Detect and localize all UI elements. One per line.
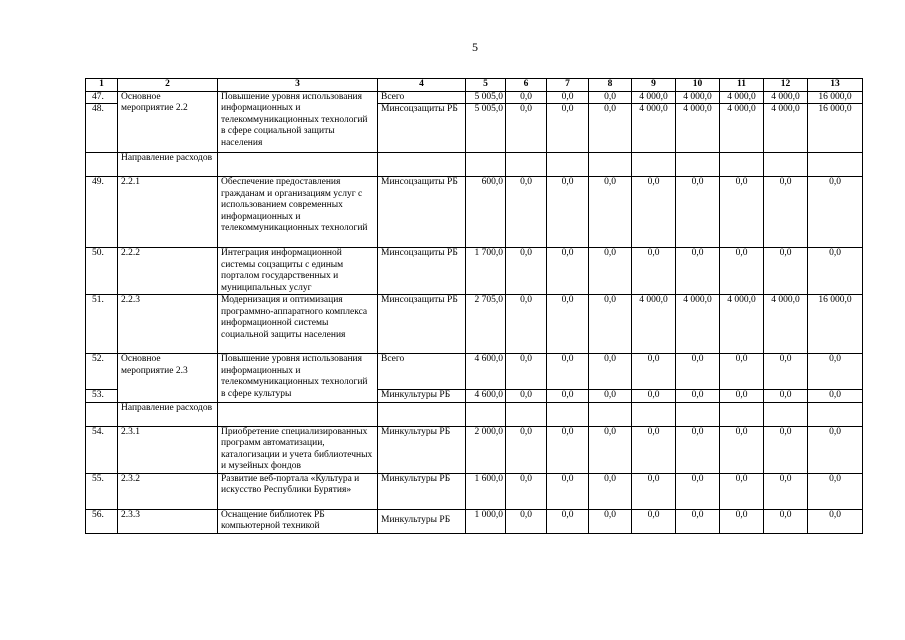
header-cell: 1 xyxy=(86,79,118,92)
value-cell: 0,0 xyxy=(506,177,547,248)
value-cell: 0,0 xyxy=(676,354,720,390)
value-cell: 4 000,0 xyxy=(764,91,808,104)
header-cell: 2 xyxy=(118,79,218,92)
responsible: Минсоцзащиты РБ xyxy=(378,248,466,295)
event-description: Повышение уровня использования информационных и телекоммуникационных технологий в сфере социальной защиты населения xyxy=(218,91,378,153)
value-cell: 0,0 xyxy=(506,104,547,153)
value-cell: 0,0 xyxy=(764,390,808,403)
value-cell: 0,0 xyxy=(589,473,632,509)
value-cell: 0,0 xyxy=(632,390,676,403)
value-cell: 0,0 xyxy=(547,473,589,509)
row-number: 50. xyxy=(86,248,118,295)
table-row xyxy=(86,402,863,426)
table-row xyxy=(86,354,863,390)
value-cell: 4 000,0 xyxy=(720,295,764,354)
value-cell: 4 000,0 xyxy=(632,295,676,354)
row-number: 51. xyxy=(86,295,118,354)
header-cell: 4 xyxy=(378,79,466,92)
value-cell: 0,0 xyxy=(547,426,589,473)
row-number: 54. xyxy=(86,426,118,473)
value-cell: 0,0 xyxy=(720,177,764,248)
value-cell: 4 000,0 xyxy=(676,104,720,153)
value-cell: 600,0 xyxy=(466,177,506,248)
value-cell: 4 000,0 xyxy=(632,91,676,104)
section-label: Направление расходов xyxy=(118,153,218,177)
page-number: 5 xyxy=(472,40,478,54)
value-cell: 4 000,0 xyxy=(720,91,764,104)
row-number: 48. xyxy=(86,104,118,153)
table-row xyxy=(86,248,863,295)
row-number: 53. xyxy=(86,390,118,403)
header-cell: 11 xyxy=(720,79,764,92)
header-cell: 8 xyxy=(589,79,632,92)
value-cell: 0,0 xyxy=(808,354,863,390)
event-description: Интеграция информационной системы соцзащиты с единым порталом государственных и муниципальных услуг xyxy=(218,248,378,295)
value-cell: 0,0 xyxy=(547,390,589,403)
value-cell: 5 005,0 xyxy=(466,91,506,104)
value-cell: 0,0 xyxy=(506,473,547,509)
value-cell: 0,0 xyxy=(720,473,764,509)
value-cell: 0,0 xyxy=(720,509,764,533)
value-cell: 0,0 xyxy=(720,426,764,473)
responsible: Минсоцзащиты РБ xyxy=(378,177,466,248)
event-name: 2.3.3 xyxy=(118,509,218,533)
value-cell: 0,0 xyxy=(720,354,764,390)
value-cell: 4 000,0 xyxy=(720,104,764,153)
responsible: Всего xyxy=(378,354,466,390)
section-label: Направление расходов xyxy=(118,402,218,426)
header-cell: 12 xyxy=(764,79,808,92)
row-number: 56. xyxy=(86,509,118,533)
value-cell: 2 705,0 xyxy=(466,295,506,354)
header-row xyxy=(86,79,863,92)
value-cell: 4 600,0 xyxy=(466,354,506,390)
responsible: Минкультуры РБ xyxy=(378,390,466,403)
value-cell: 0,0 xyxy=(547,509,589,533)
responsible: Минсоцзащиты РБ xyxy=(378,104,466,153)
responsible: Всего xyxy=(378,91,466,104)
event-name: Основное мероприятие 2.2 xyxy=(118,91,218,153)
value-cell: 4 600,0 xyxy=(466,390,506,403)
value-cell: 4 000,0 xyxy=(764,295,808,354)
table-row xyxy=(86,509,863,533)
value-cell: 0,0 xyxy=(632,354,676,390)
value-cell: 5 005,0 xyxy=(466,104,506,153)
responsible: Минсоцзащиты РБ xyxy=(378,295,466,354)
value-cell: 1 000,0 xyxy=(466,509,506,533)
value-cell: 0,0 xyxy=(676,426,720,473)
row-number: 52. xyxy=(86,354,118,390)
value-cell: 0,0 xyxy=(547,177,589,248)
value-cell: 16 000,0 xyxy=(808,295,863,354)
value-cell: 0,0 xyxy=(676,390,720,403)
row-number: 49. xyxy=(86,177,118,248)
value-cell: 0,0 xyxy=(547,104,589,153)
header-cell: 10 xyxy=(676,79,720,92)
responsible: Минкультуры РБ xyxy=(378,473,466,509)
header-cell: 5 xyxy=(466,79,506,92)
value-cell: 0,0 xyxy=(547,91,589,104)
value-cell: 0,0 xyxy=(632,473,676,509)
value-cell: 0,0 xyxy=(764,473,808,509)
value-cell: 0,0 xyxy=(808,177,863,248)
header-cell: 13 xyxy=(808,79,863,92)
row-number: 47. xyxy=(86,91,118,104)
value-cell: 16 000,0 xyxy=(808,91,863,104)
value-cell: 0,0 xyxy=(589,177,632,248)
event-name: Основное мероприятие 2.3 xyxy=(118,354,218,403)
value-cell: 0,0 xyxy=(808,509,863,533)
value-cell: 1 600,0 xyxy=(466,473,506,509)
value-cell: 4 000,0 xyxy=(632,104,676,153)
value-cell: 0,0 xyxy=(506,354,547,390)
value-cell: 0,0 xyxy=(808,473,863,509)
event-name: 2.2.3 xyxy=(118,295,218,354)
event-description: Развитие веб-портала «Культура и искусство Республики Бурятия» xyxy=(218,473,378,509)
value-cell: 0,0 xyxy=(808,390,863,403)
value-cell: 0,0 xyxy=(589,354,632,390)
table-row xyxy=(86,295,863,354)
event-name: 2.3.1 xyxy=(118,426,218,473)
value-cell: 0,0 xyxy=(506,390,547,403)
value-cell: 0,0 xyxy=(764,354,808,390)
event-description: Оснащение библиотек РБ компьютерной техникой xyxy=(218,509,378,533)
table-row xyxy=(86,177,863,248)
value-cell: 0,0 xyxy=(547,295,589,354)
value-cell: 0,0 xyxy=(632,509,676,533)
budget-table xyxy=(85,78,863,534)
table-row xyxy=(86,153,863,177)
value-cell: 0,0 xyxy=(589,91,632,104)
value-cell: 4 000,0 xyxy=(676,295,720,354)
value-cell: 0,0 xyxy=(506,426,547,473)
value-cell: 4 000,0 xyxy=(676,91,720,104)
value-cell: 0,0 xyxy=(632,426,676,473)
value-cell: 0,0 xyxy=(589,248,632,295)
value-cell: 0,0 xyxy=(506,91,547,104)
value-cell: 0,0 xyxy=(506,295,547,354)
value-cell: 0,0 xyxy=(589,390,632,403)
value-cell: 0,0 xyxy=(808,248,863,295)
value-cell: 0,0 xyxy=(676,509,720,533)
value-cell: 0,0 xyxy=(676,473,720,509)
value-cell: 0,0 xyxy=(676,177,720,248)
value-cell: 0,0 xyxy=(764,177,808,248)
value-cell: 0,0 xyxy=(632,248,676,295)
header-cell: 7 xyxy=(547,79,589,92)
event-name: 2.2.2 xyxy=(118,248,218,295)
value-cell: 0,0 xyxy=(764,248,808,295)
header-cell: 9 xyxy=(632,79,676,92)
event-name: 2.3.2 xyxy=(118,473,218,509)
value-cell: 0,0 xyxy=(764,509,808,533)
value-cell: 0,0 xyxy=(589,426,632,473)
value-cell: 0,0 xyxy=(764,426,808,473)
value-cell: 0,0 xyxy=(506,509,547,533)
header-cell: 6 xyxy=(506,79,547,92)
value-cell: 0,0 xyxy=(547,248,589,295)
event-description: Обеспечение предоставления гражданам и организациям услуг с использованием современных информационных и телекоммуникационных технологий xyxy=(218,177,378,248)
value-cell: 1 700,0 xyxy=(466,248,506,295)
value-cell: 0,0 xyxy=(589,104,632,153)
value-cell: 0,0 xyxy=(632,177,676,248)
value-cell: 0,0 xyxy=(720,248,764,295)
value-cell: 16 000,0 xyxy=(808,104,863,153)
table-row xyxy=(86,91,863,104)
value-cell: 0,0 xyxy=(589,509,632,533)
row-number: 55. xyxy=(86,473,118,509)
table-row xyxy=(86,473,863,509)
responsible: Минкультуры РБ xyxy=(378,509,466,533)
value-cell: 2 000,0 xyxy=(466,426,506,473)
table-row xyxy=(86,426,863,473)
event-description: Повышение уровня использования информационных и телекоммуникационных технологий в сфере культуры xyxy=(218,354,378,403)
value-cell: 4 000,0 xyxy=(764,104,808,153)
value-cell: 0,0 xyxy=(506,248,547,295)
header-cell: 3 xyxy=(218,79,378,92)
event-description: Приобретение специализированных программ автоматизации, каталогизации и учета библиотечных и музейных фондов xyxy=(218,426,378,473)
value-cell: 0,0 xyxy=(808,426,863,473)
event-name: 2.2.1 xyxy=(118,177,218,248)
value-cell: 0,0 xyxy=(547,354,589,390)
responsible: Минкультуры РБ xyxy=(378,426,466,473)
value-cell: 0,0 xyxy=(589,295,632,354)
event-description: Модернизация и оптимизация программно-аппаратного комплекса информационной системы социальной защиты населения xyxy=(218,295,378,354)
value-cell: 0,0 xyxy=(676,248,720,295)
value-cell: 0,0 xyxy=(720,390,764,403)
